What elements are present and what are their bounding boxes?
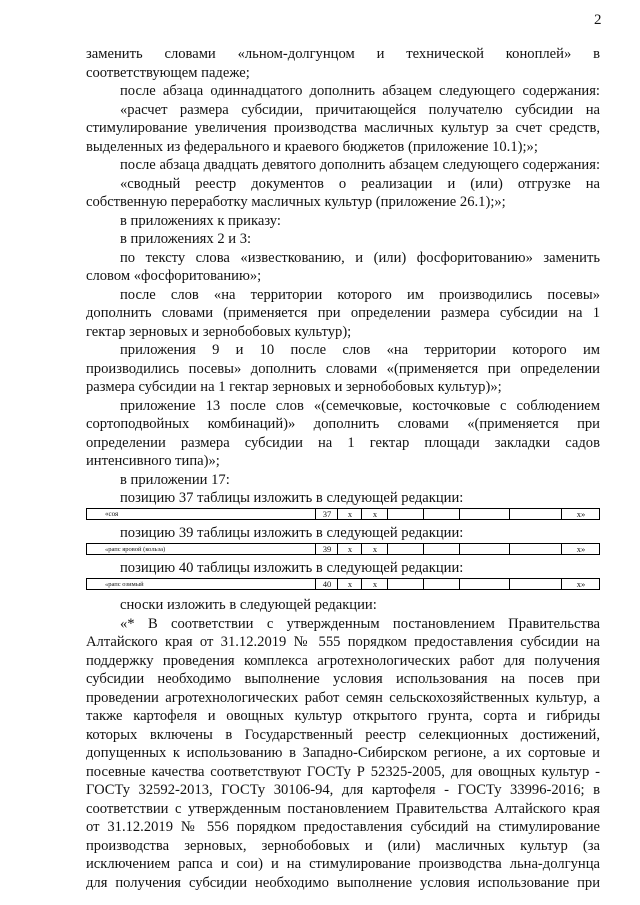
text-line: поддержку проведения комплекса агротехнологических работ для получения (86, 653, 600, 669)
text-line: словом «фосфоритованию»; (86, 268, 262, 284)
text-line: производились посевы» дополнить словами «(применяется при определении (86, 361, 600, 377)
text-line: соответствующем падеже; (86, 65, 250, 81)
table-cell (387, 544, 424, 554)
text-line: «расчет размера субсидии, причитающейся получателю субсидии на (120, 102, 600, 118)
text-line: позицию 39 таблицы изложить в следующей редакции: (120, 525, 464, 541)
text-line: определении размера субсидии на 1 гектар площади закладки садов (86, 435, 600, 451)
table-cell (459, 509, 510, 519)
table-row (86, 578, 600, 590)
text-line: от 31.12.2019 № 556 порядком предоставления субсидий на стимулирование (86, 819, 600, 835)
text-line: собственную переработку масличных культур (приложение 26.1);»; (86, 194, 506, 210)
text-line: позицию 37 таблицы изложить в следующей редакции: (120, 490, 464, 506)
text-line: гектар зерновых и зернобобовых культур); (86, 324, 352, 340)
text-line: сортоподвойных комбинаций)» дополнить словами «(применяется при (86, 416, 600, 432)
text-line: исключением рапса и сои) и на стимулирование производства льна-долгунца (86, 856, 600, 872)
text-line: ГОСТу 32592-2013, ГОСТу 30106-94, для картофеля - ГОСТу 33996-2016; в (86, 782, 600, 798)
table-label: «рапс озимый (105, 581, 144, 588)
text-line: сноски изложить в следующей редакции: (120, 597, 377, 613)
text-line: дополнить словами (применяется при определении размера субсидии на 1 (86, 305, 600, 321)
table-cell (459, 544, 510, 554)
text-line: после слов «на территории которого им производились посевы» (120, 287, 600, 303)
text-line: в приложении 17: (120, 472, 230, 488)
table-row (86, 543, 600, 555)
table-cell-number: 40 (315, 579, 338, 589)
table-cell (423, 509, 460, 519)
table-cell (387, 579, 424, 589)
text-line: после абзаца одиннадцатого дополнить абзацем следующего содержания: (120, 83, 600, 99)
text-line: допущенных к использованию в Западно-Сибирском регионе, а их сортовые и (86, 745, 600, 761)
text-line: приложение 13 после слов «(семечковые, косточковые с соблюдением (120, 398, 600, 414)
text-line: позицию 40 таблицы изложить в следующей редакции: (120, 560, 464, 576)
text-line: интенсивного типа)»; (86, 453, 220, 469)
table-cell-x: х (337, 544, 362, 554)
text-line: Алтайского края от 31.12.2019 № 555 порядком предоставления субсидии на (86, 634, 600, 650)
text-line: выделенных из федерального и краевого бюджетов (приложение 10.1);»; (86, 139, 538, 155)
table-cell-x: х (337, 579, 362, 589)
table-cell (509, 579, 562, 589)
table-row (86, 508, 600, 520)
text-line: по тексту слова «известкованию, и (или) фосфоритованию» заменить (120, 250, 600, 266)
table-cell (387, 509, 424, 519)
text-line: производства зерновых, зернобобовых и (или) масличных культур (за (86, 838, 600, 854)
text-line: размера субсидии на 1 гектар зерновых и зернобобовых культур)»; (86, 379, 502, 395)
table-cell-x: х (337, 509, 362, 519)
table-label: «рапс яровой (кольза) (105, 546, 166, 553)
table-cell (509, 509, 562, 519)
text-line: посевные качества соответствуют ГОСТу Р 52325-2005, для овощных культур - (86, 764, 600, 780)
table-label: «соя (105, 510, 119, 518)
page-number: 2 (594, 12, 602, 28)
text-line: которых включены в Государственный реестр селекционных достижений, (86, 727, 600, 743)
table-cell (509, 544, 562, 554)
table-cell-end: х» (561, 544, 600, 554)
text-line: для получения субсидии необходимо выполнение условия использование при (86, 875, 600, 891)
text-line: приложения 9 и 10 после слов «на территории которого им (120, 342, 600, 358)
text-line: после абзаца двадцать девятого дополнить абзацем следующего содержания: (120, 157, 600, 173)
table-cell (459, 579, 510, 589)
text-line: заменить словами «льном-долгунцом и технической коноплей» в (86, 46, 600, 62)
table-cell-number: 37 (315, 509, 338, 519)
text-line: также картофеля и овощных культур открытого грунта, сорта и гибриды (86, 708, 600, 724)
text-line: субсидии необходимо выполнение условия использования на посев при (86, 671, 600, 687)
text-line: стимулирование увеличения производства масличных культур за счет средств, (86, 120, 600, 136)
text-line: в приложениях 2 и 3: (120, 231, 252, 247)
table-cell-end: х» (561, 579, 600, 589)
table-cell (423, 579, 460, 589)
table-cell-end: х» (561, 509, 600, 519)
table-cell-number: 39 (315, 544, 338, 554)
text-line: проведении агротехнологических работ семян сельскохозяйственных культур, а (86, 690, 600, 706)
table-cell-x: х (361, 579, 388, 589)
table-cell (423, 544, 460, 554)
text-line: «* В соответствии с утвержденным постановлением Правительства (120, 616, 600, 632)
table-cell-x: х (361, 509, 388, 519)
table-cell-x: х (361, 544, 388, 554)
text-line: соответствии с утвержденным постановлением Правительства Алтайского края (86, 801, 600, 817)
text-line: «сводный реестр документов о реализации и (или) отгрузке на (120, 176, 600, 192)
text-line: в приложениях к приказу: (120, 213, 281, 229)
